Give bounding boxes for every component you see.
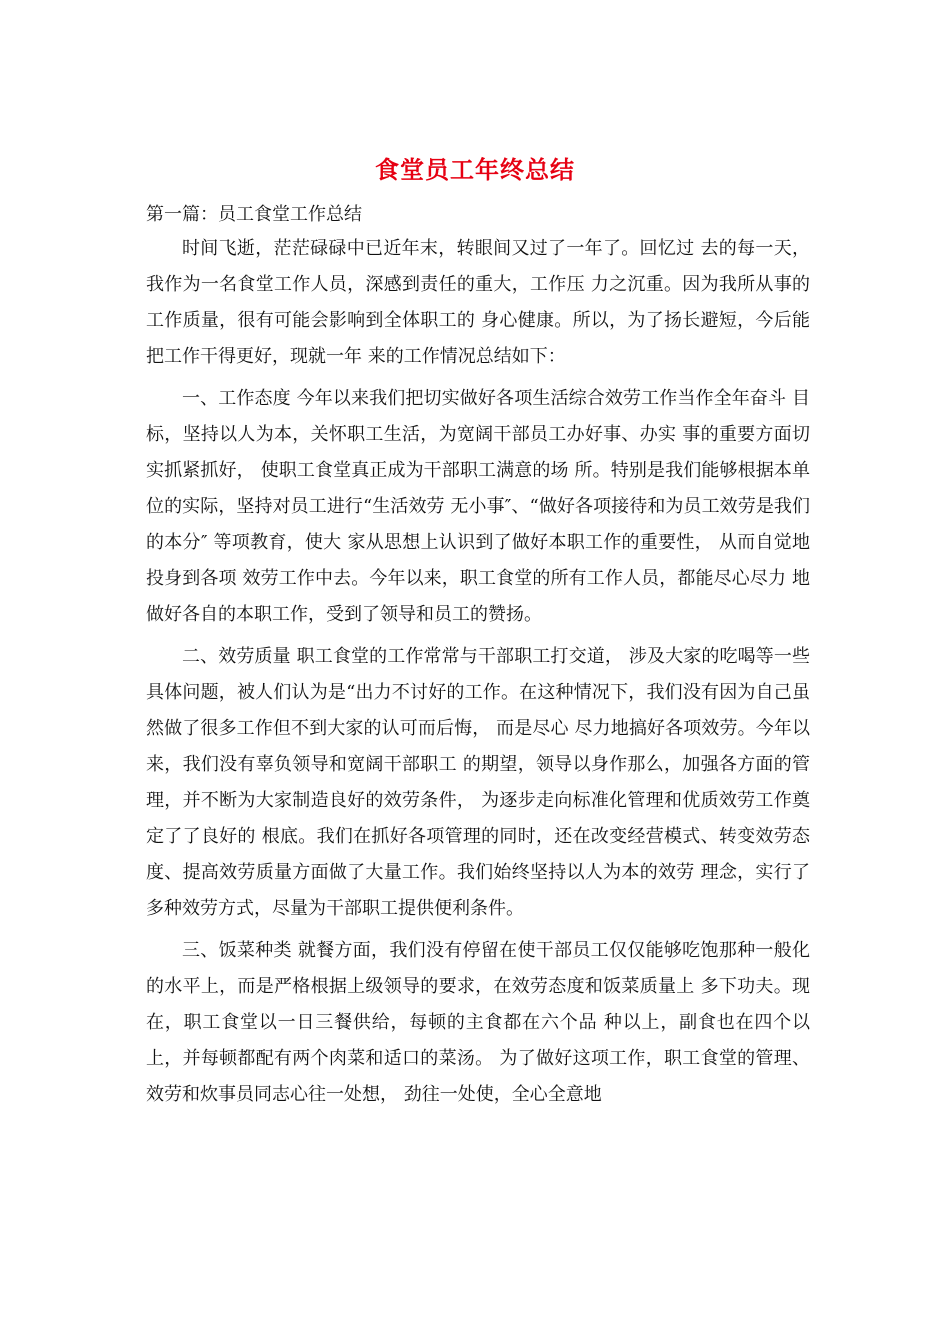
- paragraph-work-attitude: 一、工作态度 今年以来我们把切实做好各项生活综合效劳工作当作全年奋斗 目标，坚持以人为本，关怀职工生活，为宽阔干部员工办好事、办实 事的重要方面切实抓紧抓好， 使职工食堂真正成为干部职工满意的场 所。特别是我们能够根据本单位的实际，坚持对员工进行“生活效劳 无小事″、“做好各项接待和为员工效劳是我们的本分″ 等项教育，使大 家从思想上认识到了做好本职工作的重要性， 从而自觉地投身到各项 效劳工作中去。今年以来，职工食堂的所有工作人员，都能尽心尽力 地做好各自的本职工作，受到了领导和员工的赞扬。: [146, 388, 810, 625]
- paragraph-service-quality: 二、效劳质量 职工食堂的工作常常与干部职工打交道， 涉及大家的吃喝等一些 具体问题，被人们认为是“出力不讨好的工作。在这种情况下，我们没有因为自己虽然做了很多工作但不到大家的认可而后悔， 而是尽心 尽力地搞好各项效劳。今年以来，我们没有辜负领导和宽阔干部职工 的期望，领导以身作那么，加强各方面的管理，并不断为大家制造良好的效劳条件， 为逐步走向标准化管理和优质效劳工作奠定了了良好的 根底。我们在抓好各项管理的同时，还在改变经营模式、转变效劳态 度、提高效劳质量方面做了大量工作。我们始终坚持以人为本的效劳 理念，实行了多种效劳方式，尽量为干部职工提供便利条件。: [146, 646, 810, 919]
- section-heading: 第一篇：员工食堂工作总结: [146, 204, 362, 225]
- paragraph-dish-variety: 三、饭菜种类 就餐方面，我们没有停留在使干部员工仅仅能够吃饱那种一般化 的水平上，而是严格根据上级领导的要求，在效劳态度和饭菜质量上 多下功夫。现在，职工食堂以一日三餐供给，每顿的主食都在六个品 种以上，副食也在四个以上，并每顿都配有两个肉菜和适口的菜汤。 为了做好这项工作，职工食堂的管理、 效劳和炊事员同志心往一处想， 劲往一处使，全心全意地: [146, 940, 810, 1105]
- document-body: [146, 231, 810, 1119]
- document-title: 食堂员工年终总结: [375, 155, 575, 184]
- paragraph-intro: 时间飞逝，茫茫碌碌中已近年末，转眼间又过了一年了。回忆过 去的每一天，我作为一名食堂工作人员，深感到责任的重大，工作压 力之沉重。因为我所从事的工作质量，很有可能会影响到全体职工的 身心健康。所以，为了扬长避短，今后能把工作干得更好，现就一年 来的工作情况总结如下：: [146, 238, 810, 367]
